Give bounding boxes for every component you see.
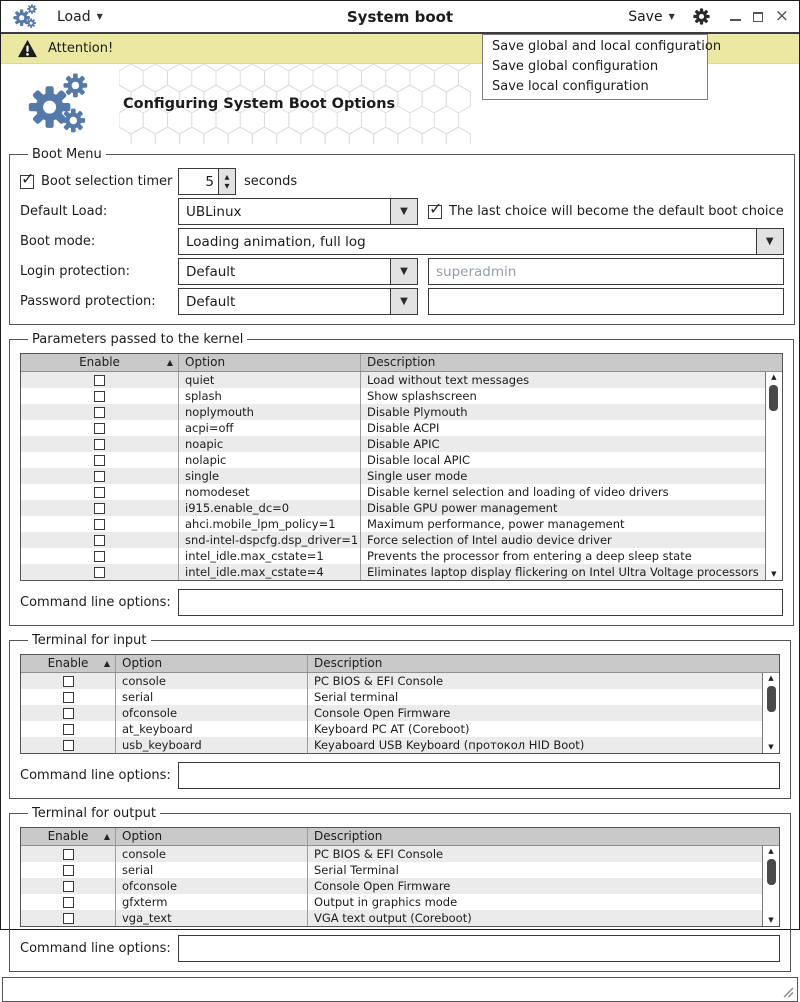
- row-checkbox[interactable]: [94, 455, 105, 466]
- description-cell: Disable APIC: [367, 437, 440, 451]
- row-checkbox[interactable]: [63, 708, 74, 719]
- table-scrollbar[interactable]: [765, 372, 782, 580]
- terminal-output-group: [9, 806, 791, 972]
- option-cell: acpi=off: [179, 420, 361, 436]
- option-cell: nolapic: [179, 452, 361, 468]
- menu-item[interactable]: Save global configuration: [492, 59, 659, 74]
- table-header: [21, 828, 779, 846]
- option-cell: single: [179, 468, 361, 484]
- description-cell: Disable local APIC: [367, 453, 470, 467]
- option-cell: quiet: [179, 372, 361, 388]
- row-checkbox[interactable]: [63, 865, 74, 876]
- table-row[interactable]: [21, 500, 765, 516]
- combobox-value: UBLinux: [186, 203, 242, 220]
- kernel-cmdline-input[interactable]: [178, 589, 783, 616]
- scroll-up-icon[interactable]: ▲: [768, 847, 774, 855]
- table-row[interactable]: [21, 420, 765, 436]
- description-cell: PC BIOS & EFI Console: [314, 847, 444, 861]
- scroll-thumb[interactable]: [767, 859, 776, 885]
- spinner-buttons[interactable]: [218, 169, 235, 194]
- description-cell: Prevents the processor from entering a deep sleep state: [367, 549, 692, 563]
- description-cell: Console Open Firmware: [314, 706, 451, 720]
- enable-column-header[interactable]: [21, 354, 179, 371]
- description-cell: Disable kernel selection and loading of video drivers: [367, 485, 669, 499]
- table-row[interactable]: [21, 705, 762, 721]
- option-cell: splash: [179, 388, 361, 404]
- description-cell: Show splashscreen: [367, 389, 477, 403]
- spinner-up-icon[interactable]: ▲: [224, 173, 230, 181]
- row-checkbox[interactable]: [63, 692, 74, 703]
- table-row[interactable]: [21, 689, 762, 705]
- option-cell: console: [116, 673, 308, 689]
- last-choice-label: The last choice will become the default boot choice: [449, 204, 784, 219]
- scroll-up-icon[interactable]: ▲: [771, 373, 777, 381]
- terminal-input-group: [9, 633, 791, 799]
- row-checkbox[interactable]: [94, 487, 105, 498]
- row-checkbox[interactable]: [94, 439, 105, 450]
- combobox-value: Loading animation, full log: [186, 233, 366, 250]
- description-cell: Disable ACPI: [367, 421, 440, 435]
- description-cell: Eliminates laptop display flickering on Intel Ultra Voltage processors: [367, 565, 759, 579]
- table-row[interactable]: [21, 468, 765, 484]
- boot-mode-label: Boot mode:: [20, 234, 96, 249]
- table-row[interactable]: [21, 532, 765, 548]
- scroll-down-icon[interactable]: ▼: [771, 570, 777, 578]
- seconds-label: seconds: [244, 174, 298, 189]
- login-input[interactable]: [428, 258, 784, 285]
- scroll-down-icon[interactable]: ▼: [768, 743, 774, 751]
- menu-item[interactable]: Save local configuration: [492, 79, 649, 94]
- row-checkbox[interactable]: [63, 724, 74, 735]
- login-protection-label: Login protection:: [20, 264, 130, 279]
- spinner-value: 5: [205, 173, 214, 190]
- description-cell: Console Open Firmware: [314, 879, 451, 893]
- option-cell: noapic: [179, 436, 361, 452]
- scroll-thumb[interactable]: [767, 686, 776, 712]
- description-cell: Force selection of Intel audio device driver: [367, 533, 612, 547]
- terminal-output-legend: Terminal for output: [32, 806, 156, 821]
- boot-menu-legend: Boot Menu: [32, 147, 102, 162]
- option-cell: snd-intel-dspcfg.dsp_driver=1: [179, 532, 361, 548]
- last-choice-checkbox[interactable]: [428, 205, 442, 219]
- option-cell: nomodeset: [179, 484, 361, 500]
- terminal-input-legend: Terminal for input: [32, 633, 147, 648]
- load-menu-label: Load: [57, 8, 91, 25]
- default-load-label: Default Load:: [20, 204, 108, 219]
- description-cell: Disable GPU power management: [367, 501, 558, 515]
- terminal-input-cmdline-input[interactable]: [178, 762, 780, 789]
- description-column-header[interactable]: Description: [367, 355, 436, 369]
- option-column-header[interactable]: Option: [116, 655, 308, 672]
- description-cell: Single user mode: [367, 469, 468, 483]
- description-cell: Maximum performance, power management: [367, 517, 625, 531]
- terminal-output-cmdline-input[interactable]: [178, 935, 780, 962]
- row-checkbox[interactable]: [94, 535, 105, 546]
- load-menu-button[interactable]: [57, 9, 103, 25]
- table-row[interactable]: [21, 737, 762, 753]
- table-row[interactable]: [21, 372, 765, 388]
- option-column-header[interactable]: Option: [116, 828, 308, 845]
- enable-header-label: Enable: [79, 355, 120, 369]
- row-checkbox[interactable]: [94, 567, 105, 578]
- option-cell: vga_text: [116, 910, 308, 926]
- table-row[interactable]: [21, 910, 762, 926]
- table-row[interactable]: [21, 516, 765, 532]
- option-cell: serial: [116, 862, 308, 878]
- combobox-value: Default: [186, 293, 236, 310]
- description-cell: Load without text messages: [367, 373, 530, 387]
- menu-item[interactable]: Save global and local configuration: [492, 39, 722, 54]
- table-row[interactable]: [21, 862, 762, 878]
- description-cell: PC BIOS & EFI Console: [314, 674, 444, 688]
- window-title: System boot: [346, 7, 454, 26]
- cmdline-label: Command line options:: [20, 595, 171, 610]
- description-column-header[interactable]: Description: [314, 656, 383, 670]
- table-row[interactable]: [21, 452, 765, 468]
- description-cell: Serial Terminal: [314, 863, 399, 877]
- title-bar: [1, 1, 799, 34]
- row-checkbox[interactable]: [63, 676, 74, 687]
- option-cell: usb_keyboard: [116, 737, 308, 753]
- option-cell: ofconsole: [116, 878, 308, 894]
- dropdown-arrow-icon[interactable]: ▼: [390, 259, 417, 284]
- status-bar: [2, 977, 798, 1002]
- row-checkbox[interactable]: [63, 849, 74, 860]
- table-header: [21, 655, 779, 673]
- kernel-params-group: [9, 332, 794, 626]
- option-cell: gfxterm: [116, 894, 308, 910]
- table-row[interactable]: [21, 564, 765, 580]
- table-header: [21, 354, 782, 372]
- description-cell: Serial terminal: [314, 690, 399, 704]
- boot-timer-checkbox[interactable]: [20, 175, 34, 189]
- combobox-value: Default: [186, 263, 236, 280]
- kernel-params-table: [20, 353, 783, 581]
- scroll-down-icon[interactable]: ▼: [768, 916, 774, 924]
- enable-column-header[interactable]: [21, 655, 116, 672]
- scroll-thumb[interactable]: [769, 385, 778, 411]
- table-row[interactable]: [21, 484, 765, 500]
- terminal-output-table: [20, 827, 780, 927]
- page-title: Configuring System Boot Options: [123, 96, 396, 112]
- row-checkbox[interactable]: [94, 551, 105, 562]
- row-checkbox[interactable]: [63, 913, 74, 924]
- table-row[interactable]: [21, 878, 762, 894]
- table-row[interactable]: [21, 894, 762, 910]
- close-button[interactable]: ×: [774, 6, 789, 26]
- enable-column-header[interactable]: [21, 828, 116, 845]
- kernel-params-legend: Parameters passed to the kernel: [32, 332, 244, 347]
- dropdown-arrow-icon[interactable]: ▼: [390, 289, 417, 314]
- description-cell: Disable Plymouth: [367, 405, 468, 419]
- table-row[interactable]: [21, 404, 765, 420]
- table-row[interactable]: [21, 388, 765, 404]
- dropdown-arrow-icon[interactable]: ▼: [390, 199, 417, 224]
- spinner-down-icon[interactable]: ▼: [224, 182, 230, 190]
- table-scrollbar[interactable]: [762, 673, 779, 753]
- login-protection-combobox[interactable]: [178, 258, 418, 285]
- table-row[interactable]: [21, 436, 765, 452]
- cmdline-label: Command line options:: [20, 768, 171, 783]
- boot-timer-label: Boot selection timer: [41, 174, 173, 189]
- table-row[interactable]: [21, 673, 762, 689]
- option-cell: at_keyboard: [116, 721, 308, 737]
- maximize-button[interactable]: [753, 12, 763, 22]
- chevron-down-icon: ▼: [668, 11, 675, 21]
- option-cell: ofconsole: [116, 705, 308, 721]
- scroll-up-icon[interactable]: ▲: [768, 674, 774, 682]
- description-column-header[interactable]: Description: [314, 829, 383, 843]
- row-checkbox[interactable]: [94, 391, 105, 402]
- terminal-input-table: [20, 654, 780, 754]
- attention-text: Attention!: [48, 41, 114, 56]
- option-column-header[interactable]: Option: [179, 354, 361, 371]
- save-menu-button[interactable]: [628, 9, 675, 25]
- option-cell: intel_idle.max_cstate=4: [179, 564, 361, 580]
- minimize-button[interactable]: [730, 19, 741, 21]
- description-cell: VGA text output (Coreboot): [314, 911, 472, 925]
- option-cell: ahci.mobile_lpm_policy=1: [179, 516, 361, 532]
- description-cell: Keyboard PC AT (Coreboot): [314, 722, 470, 736]
- default-load-combobox[interactable]: [178, 198, 418, 225]
- settings-gear-icon[interactable]: [693, 8, 710, 25]
- table-row[interactable]: [21, 846, 762, 862]
- row-checkbox[interactable]: [94, 375, 105, 386]
- row-checkbox[interactable]: [63, 881, 74, 892]
- sort-ascending-icon: ▲: [103, 832, 110, 841]
- password-protection-label: Password protection:: [20, 294, 156, 309]
- row-checkbox[interactable]: [94, 407, 105, 418]
- header-gears-logo: [27, 71, 99, 137]
- sort-ascending-icon: ▲: [166, 358, 173, 367]
- description-cell: Output in graphics mode: [314, 895, 458, 909]
- option-cell: intel_idle.max_cstate=1: [179, 548, 361, 564]
- table-row[interactable]: [21, 721, 762, 737]
- password-protection-combobox[interactable]: [178, 288, 418, 315]
- row-checkbox[interactable]: [94, 471, 105, 482]
- boot-mode-combobox[interactable]: [178, 228, 784, 255]
- option-cell: noplymouth: [179, 404, 361, 420]
- row-checkbox[interactable]: [94, 503, 105, 514]
- row-checkbox[interactable]: [63, 897, 74, 908]
- sort-ascending-icon: ▲: [103, 659, 110, 668]
- password-input[interactable]: [428, 288, 784, 315]
- row-checkbox[interactable]: [63, 740, 74, 751]
- row-checkbox[interactable]: [94, 423, 105, 434]
- enable-header-label: Enable: [47, 829, 89, 843]
- resize-grip[interactable]: [783, 987, 794, 998]
- cmdline-label: Command line options:: [20, 941, 171, 956]
- option-cell: serial: [116, 689, 308, 705]
- option-cell: console: [116, 846, 308, 862]
- warning-icon: [17, 39, 38, 58]
- row-checkbox[interactable]: [94, 519, 105, 530]
- table-scrollbar[interactable]: [762, 846, 779, 926]
- boot-timer-spinner[interactable]: [178, 168, 236, 195]
- table-row[interactable]: [21, 548, 765, 564]
- dropdown-arrow-icon[interactable]: ▼: [756, 229, 783, 254]
- save-dropdown-menu: [482, 34, 722, 100]
- app-gears-icon: [13, 3, 41, 30]
- save-menu-label: Save: [628, 8, 663, 25]
- boot-menu-group: [9, 147, 795, 325]
- description-cell: Keyaboard USB Keyboard (протокол HID Boot): [314, 738, 585, 752]
- enable-header-label: Enable: [47, 656, 89, 670]
- option-cell: i915.enable_dc=0: [179, 500, 361, 516]
- chevron-down-icon: ▼: [96, 11, 103, 21]
